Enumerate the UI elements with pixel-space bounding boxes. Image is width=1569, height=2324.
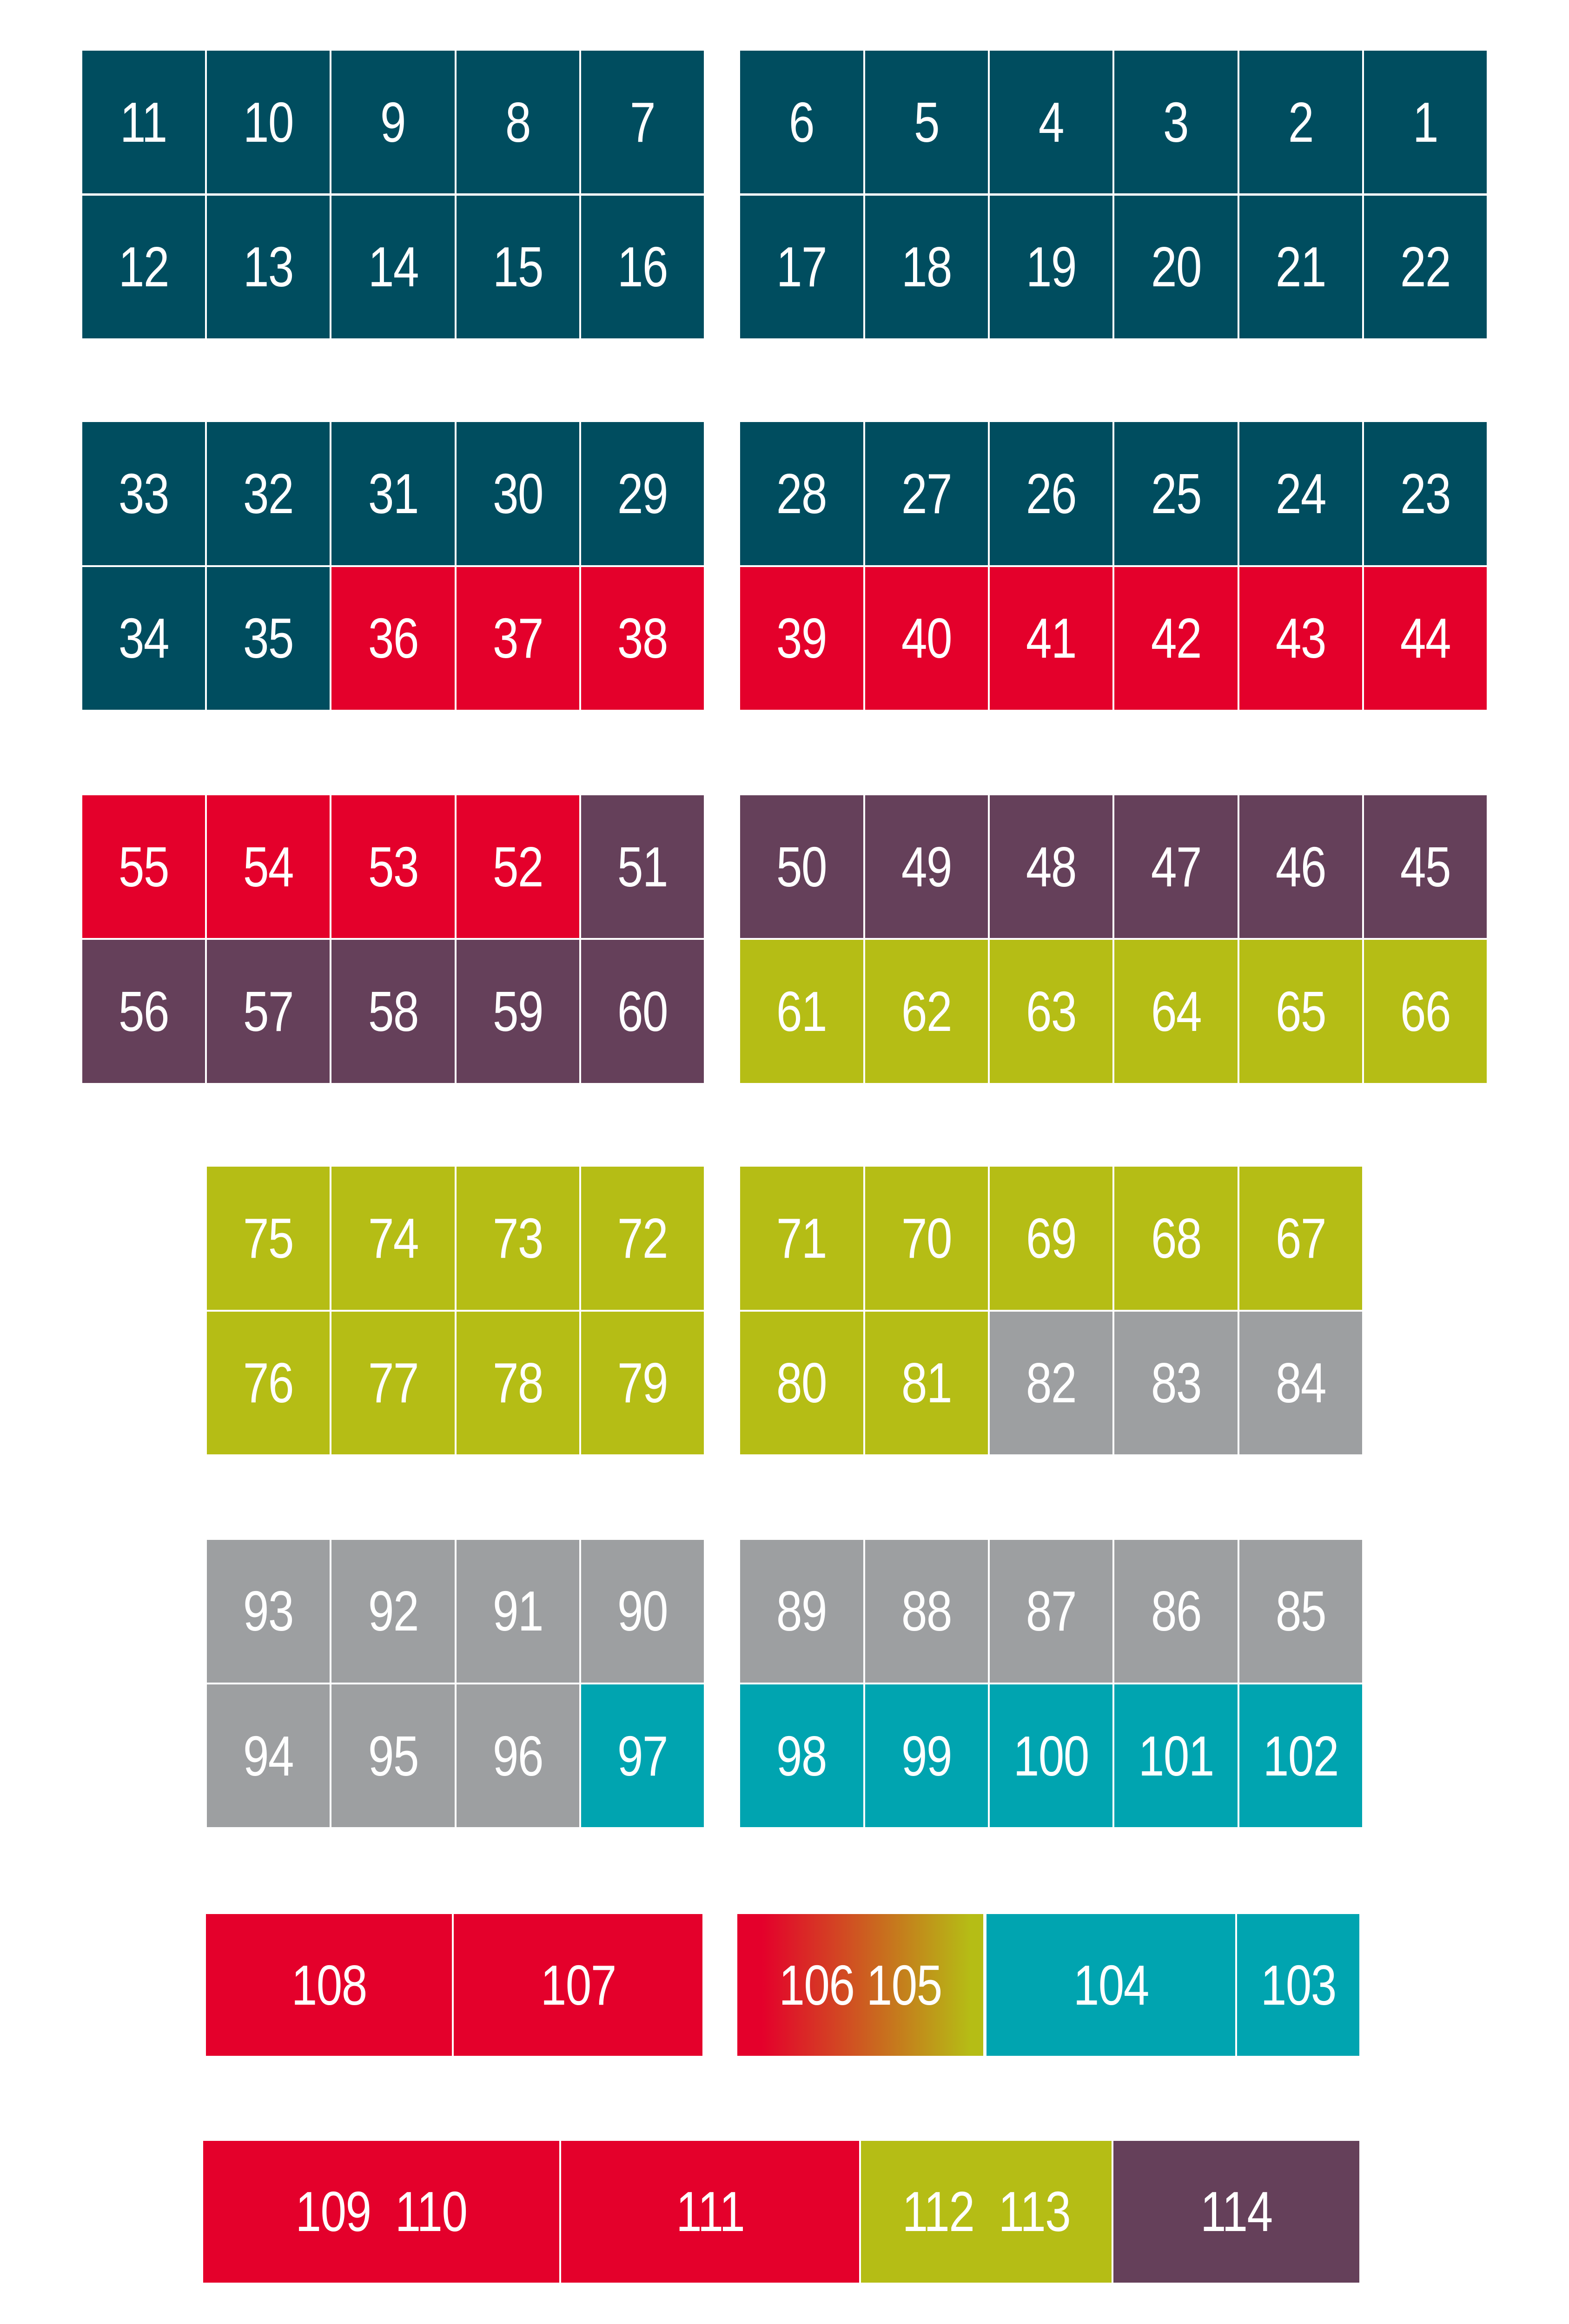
seat-tile-73 (457, 1167, 579, 1309)
seat-tile-95 (331, 1684, 454, 1827)
seat-label: 45 (1400, 835, 1451, 898)
seat-label: 66 (1400, 979, 1451, 1043)
seat-label: 10 (243, 90, 294, 154)
seat-tile-5 (865, 51, 988, 193)
seat-label: 65 (1275, 979, 1326, 1043)
seat-tile-91 (457, 1540, 579, 1683)
seat-label: 24 (1275, 462, 1326, 526)
seat-tile-64 (1114, 940, 1237, 1083)
seat-tile-71 (740, 1167, 863, 1309)
seat-label: 89 (776, 1579, 827, 1643)
seat-tile-98 (740, 1684, 863, 1827)
seat-tile-22 (1364, 196, 1487, 338)
seat-label: 34 (118, 607, 169, 670)
seat-tile-60 (581, 940, 704, 1083)
seat-label: 13 (243, 235, 294, 299)
seat-label: 1 (1413, 90, 1438, 154)
seat-label: 93 (243, 1579, 294, 1643)
seat-tile-2 (1239, 51, 1362, 193)
seat-tile-36 (331, 567, 454, 710)
seat-label: 106 105 (779, 1953, 942, 2017)
seat-tile-19 (990, 196, 1112, 338)
seat-label: 17 (776, 235, 827, 299)
seat-tile-67 (1239, 1167, 1362, 1309)
seat-label: 62 (901, 979, 952, 1043)
seat-label: 67 (1275, 1206, 1326, 1270)
seat-label: 99 (901, 1724, 952, 1788)
seat-tile-90 (581, 1540, 704, 1683)
seat-label: 71 (776, 1206, 827, 1270)
seat-label: 15 (492, 235, 543, 299)
seat-label: 7 (630, 90, 655, 154)
seat-label: 49 (901, 835, 952, 898)
seat-label: 94 (243, 1724, 294, 1788)
seat-tile-8 (457, 51, 579, 193)
seat-label: 30 (492, 462, 543, 526)
seat-tile-59 (457, 940, 579, 1083)
seat-tile-26 (990, 422, 1112, 565)
seat-tile-111 (561, 2141, 859, 2282)
seat-tile-14 (331, 196, 454, 338)
seat-tile-101 (1114, 1684, 1237, 1827)
seat-tile-54 (207, 795, 330, 938)
seat-label: 42 (1151, 607, 1201, 670)
seat-label: 5 (914, 90, 939, 154)
seat-tile-34 (82, 567, 205, 710)
seat-tile-42 (1114, 567, 1237, 710)
seat-label: 107 (540, 1953, 616, 2017)
seat-label: 29 (617, 462, 668, 526)
seat-label: 8 (505, 90, 530, 154)
seat-label: 33 (118, 462, 169, 526)
seat-tile-4 (990, 51, 1112, 193)
seat-label: 32 (243, 462, 294, 526)
seat-tile-106-105 (737, 1914, 983, 2055)
seat-tile-70 (865, 1167, 988, 1309)
seat-label: 91 (492, 1579, 543, 1643)
seat-label: 111 (675, 2180, 745, 2244)
seat-tile-83 (1114, 1312, 1237, 1454)
seat-tile-79 (581, 1312, 704, 1454)
seat-label: 97 (617, 1724, 668, 1788)
seat-label: 90 (617, 1579, 668, 1643)
seat-tile-100 (990, 1684, 1112, 1827)
seat-label: 52 (492, 835, 543, 898)
seat-tile-6 (740, 51, 863, 193)
seat-tile-58 (331, 940, 454, 1083)
seat-label: 64 (1151, 979, 1201, 1043)
seat-tile-7 (581, 51, 704, 193)
seat-tile-33 (82, 422, 205, 565)
seat-label: 79 (617, 1351, 668, 1415)
seat-tile-78 (457, 1312, 579, 1454)
seat-label: 74 (368, 1206, 418, 1270)
seat-tile-69 (990, 1167, 1112, 1309)
seat-tile-84 (1239, 1312, 1362, 1454)
seat-label: 22 (1400, 235, 1451, 299)
seat-tile-75 (207, 1167, 330, 1309)
seat-label: 46 (1275, 835, 1326, 898)
seat-tile-45 (1364, 795, 1487, 938)
seat-label: 2 (1288, 90, 1313, 154)
seat-label: 25 (1151, 462, 1201, 526)
seat-label: 100 (1013, 1724, 1089, 1788)
seat-label: 96 (492, 1724, 543, 1788)
seat-label: 68 (1151, 1206, 1201, 1270)
seat-label: 56 (118, 979, 169, 1043)
seat-label: 43 (1275, 607, 1326, 670)
seat-label: 3 (1163, 90, 1189, 154)
seat-tile-107 (454, 1914, 702, 2055)
seat-label: 51 (617, 835, 668, 898)
seat-label: 19 (1026, 235, 1077, 299)
seat-label: 12 (118, 235, 169, 299)
seat-tile-31 (331, 422, 454, 565)
seat-label: 78 (492, 1351, 543, 1415)
seat-label: 104 (1073, 1953, 1149, 2017)
seat-tile-87 (990, 1540, 1112, 1683)
seat-label: 11 (120, 90, 167, 154)
seat-label: 109 110 (295, 2180, 467, 2244)
seat-label: 75 (243, 1206, 294, 1270)
seat-label: 70 (901, 1206, 952, 1270)
seat-tile-30 (457, 422, 579, 565)
seat-label: 16 (617, 235, 668, 299)
seat-label: 81 (901, 1351, 952, 1415)
seat-tile-43 (1239, 567, 1362, 710)
seat-tile-32 (207, 422, 330, 565)
seat-label: 9 (380, 90, 406, 154)
seat-label: 53 (368, 835, 418, 898)
seat-tile-103 (1237, 1914, 1359, 2055)
seat-label: 108 (291, 1953, 367, 2017)
seat-label: 103 (1260, 1953, 1336, 2017)
seat-tile-80 (740, 1312, 863, 1454)
seat-label: 114 (1200, 2180, 1272, 2244)
seat-tile-21 (1239, 196, 1362, 338)
seat-tile-48 (990, 795, 1112, 938)
seat-label: 40 (901, 607, 952, 670)
seat-tile-40 (865, 567, 988, 710)
seat-tile-52 (457, 795, 579, 938)
seat-tile-49 (865, 795, 988, 938)
seat-label: 61 (776, 979, 827, 1043)
seat-tile-37 (457, 567, 579, 710)
seat-tile-93 (207, 1540, 330, 1683)
seat-tile-82 (990, 1312, 1112, 1454)
seat-tile-94 (207, 1684, 330, 1827)
seat-label: 69 (1026, 1206, 1077, 1270)
seat-tile-1 (1364, 51, 1487, 193)
seat-tile-28 (740, 422, 863, 565)
seat-tile-23 (1364, 422, 1487, 565)
seat-tile-61 (740, 940, 863, 1083)
seat-tile-89 (740, 1540, 863, 1683)
seat-label: 112 113 (902, 2180, 1071, 2244)
seat-label: 86 (1151, 1579, 1201, 1643)
seat-tile-15 (457, 196, 579, 338)
seat-label: 41 (1026, 607, 1077, 670)
seat-label: 44 (1400, 607, 1451, 670)
seat-label: 39 (776, 607, 827, 670)
seat-label: 59 (492, 979, 543, 1043)
seat-label: 47 (1151, 835, 1201, 898)
seat-label: 23 (1400, 462, 1451, 526)
seat-label: 82 (1026, 1351, 1077, 1415)
seat-label: 76 (243, 1351, 294, 1415)
seat-label: 21 (1275, 235, 1326, 299)
seat-label: 84 (1275, 1351, 1326, 1415)
seat-tile-57 (207, 940, 330, 1083)
seat-tile-97 (581, 1684, 704, 1827)
seat-tile-44 (1364, 567, 1487, 710)
seat-label: 63 (1026, 979, 1077, 1043)
seat-tile-13 (207, 196, 330, 338)
seat-label: 28 (776, 462, 827, 526)
seat-tile-56 (82, 940, 205, 1083)
seat-label: 20 (1151, 235, 1201, 299)
seat-tile-63 (990, 940, 1112, 1083)
seat-tile-62 (865, 940, 988, 1083)
seat-tile-25 (1114, 422, 1237, 565)
seat-label: 72 (617, 1206, 668, 1270)
seat-tile-102 (1239, 1684, 1362, 1827)
seat-label: 80 (776, 1351, 827, 1415)
seat-label: 98 (776, 1724, 827, 1788)
seat-tile-16 (581, 196, 704, 338)
seat-tile-35 (207, 567, 330, 710)
seat-tile-65 (1239, 940, 1362, 1083)
seat-tile-114 (1113, 2141, 1359, 2282)
seat-tile-81 (865, 1312, 988, 1454)
seat-label: 77 (368, 1351, 418, 1415)
seat-label: 88 (901, 1579, 952, 1643)
seat-label: 58 (368, 979, 418, 1043)
seat-tile-27 (865, 422, 988, 565)
seat-tile-9 (331, 51, 454, 193)
seat-tile-18 (865, 196, 988, 338)
seat-tile-66 (1364, 940, 1487, 1083)
seat-label: 38 (617, 607, 668, 670)
seat-tile-38 (581, 567, 704, 710)
seat-tile-92 (331, 1540, 454, 1683)
seat-tile-88 (865, 1540, 988, 1683)
seat-tile-11 (82, 51, 205, 193)
seat-tile-77 (331, 1312, 454, 1454)
seat-tile-112-113 (861, 2141, 1111, 2282)
seat-label: 57 (243, 979, 294, 1043)
seat-tile-55 (82, 795, 205, 938)
seat-label: 55 (118, 835, 169, 898)
seat-label: 37 (492, 607, 543, 670)
seat-label: 101 (1138, 1724, 1214, 1788)
seat-label: 60 (617, 979, 668, 1043)
seat-label: 87 (1026, 1579, 1077, 1643)
seat-tile-72 (581, 1167, 704, 1309)
seat-label: 4 (1039, 90, 1064, 154)
seat-tile-99 (865, 1684, 988, 1827)
seat-label: 85 (1275, 1579, 1326, 1643)
seat-label: 35 (243, 607, 294, 670)
seat-label: 31 (368, 462, 418, 526)
seat-label: 26 (1026, 462, 1077, 526)
seat-tile-76 (207, 1312, 330, 1454)
seat-label: 92 (368, 1579, 418, 1643)
seat-tile-109-110 (203, 2141, 559, 2282)
seat-tile-29 (581, 422, 704, 565)
seat-label: 6 (789, 90, 814, 154)
seat-tile-3 (1114, 51, 1237, 193)
seat-label: 54 (243, 835, 294, 898)
seat-tile-53 (331, 795, 454, 938)
seat-tile-20 (1114, 196, 1237, 338)
seat-tile-39 (740, 567, 863, 710)
seat-tile-41 (990, 567, 1112, 710)
seat-label: 50 (776, 835, 827, 898)
seat-label: 48 (1026, 835, 1077, 898)
seat-label: 27 (901, 462, 952, 526)
seat-tile-85 (1239, 1540, 1362, 1683)
seat-label: 102 (1263, 1724, 1338, 1788)
seat-tile-24 (1239, 422, 1362, 565)
seat-tile-96 (457, 1684, 579, 1827)
seat-tile-12 (82, 196, 205, 338)
seat-tile-50 (740, 795, 863, 938)
seat-tile-86 (1114, 1540, 1237, 1683)
seat-tile-46 (1239, 795, 1362, 938)
seat-tile-51 (581, 795, 704, 938)
seat-tile-104 (986, 1914, 1235, 2055)
seat-tile-74 (331, 1167, 454, 1309)
seat-tile-68 (1114, 1167, 1237, 1309)
seat-label: 14 (368, 235, 418, 299)
seat-label: 95 (368, 1724, 418, 1788)
seat-label: 73 (492, 1206, 543, 1270)
seat-tile-108 (206, 1914, 452, 2055)
seat-label: 18 (901, 235, 952, 299)
seat-tile-10 (207, 51, 330, 193)
seat-tile-47 (1114, 795, 1237, 938)
seat-label: 83 (1151, 1351, 1201, 1415)
seat-tile-17 (740, 196, 863, 338)
seat-label: 36 (368, 607, 418, 670)
